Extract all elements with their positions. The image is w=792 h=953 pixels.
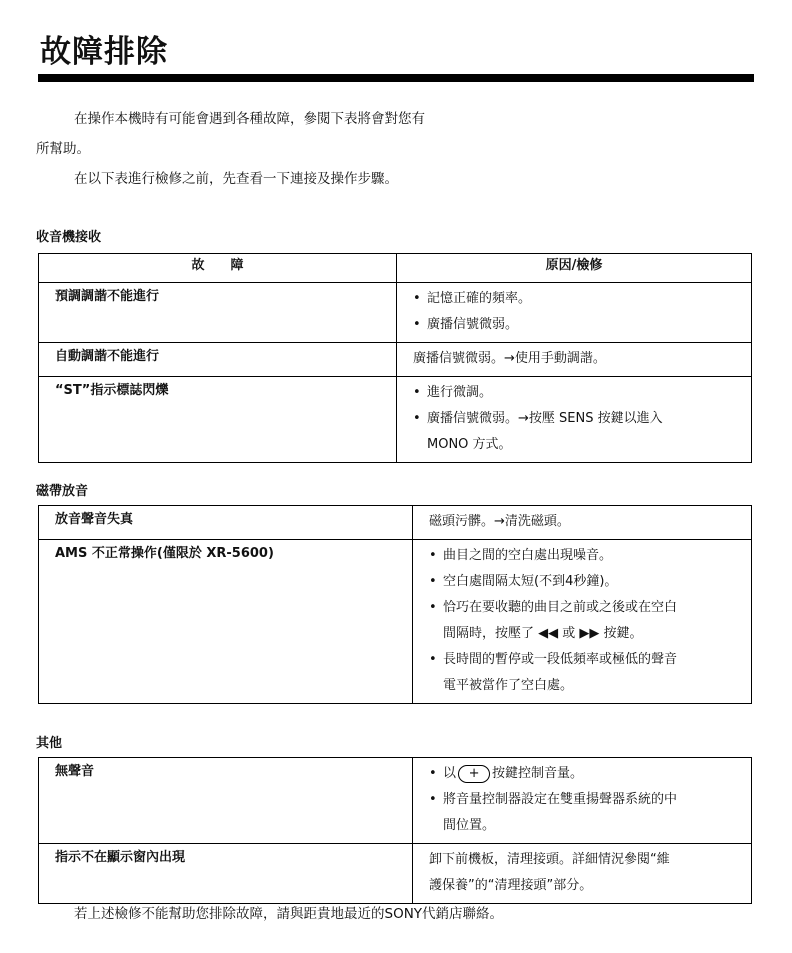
cause-cell xyxy=(413,506,752,540)
table-tape xyxy=(38,505,752,704)
cause-cell xyxy=(413,758,752,844)
header-problem: 故 障 xyxy=(39,254,397,283)
cause-item: • 記憶正確的頻率。 xyxy=(413,291,532,306)
intro-text xyxy=(36,104,736,194)
page-title: 故障排除 xyxy=(40,34,168,70)
cause-text: 廣播信號微弱。→使用手動調諧。 xyxy=(413,351,606,366)
section-title-other: 其他 xyxy=(36,736,63,751)
cause-cell xyxy=(397,283,752,343)
table-other xyxy=(38,757,752,904)
cause-item: • 長時間的暫停或一段低頻率或極低的聲音 xyxy=(429,652,678,667)
cause-continuation: 間隔時，按壓了 ◀◀ 或 ▶▶ 按鍵。 xyxy=(443,626,643,641)
table-row xyxy=(39,283,752,343)
footer-note: 若上述檢修不能幫助您排除故障，請與距貴地最近的SONY代銷店聯絡。 xyxy=(74,906,504,922)
problem-cell: 自動調諧不能進行 xyxy=(39,343,397,377)
cause-cell xyxy=(397,343,752,377)
cause-item: • 進行微調。 xyxy=(413,385,493,400)
cause-text: 卸下前機板，清理接頭。詳細情況參閱“維 xyxy=(429,852,670,867)
cause-item: • 曲目之間的空白處出現噪音。 xyxy=(429,548,613,563)
cause-continuation: 間位置。 xyxy=(443,818,496,833)
title-rule xyxy=(38,74,754,82)
cause-cell xyxy=(397,377,752,463)
table-row xyxy=(39,343,752,377)
table-row xyxy=(39,758,752,844)
cause-item: • 廣播信號微弱。 xyxy=(413,317,519,332)
table-row xyxy=(39,506,752,540)
section-title-radio: 收音機接收 xyxy=(36,230,102,245)
cause-text: 護保養”的“清理接頭”部分。 xyxy=(429,878,593,893)
volume-plus-button-icon: + xyxy=(458,765,490,783)
intro-line-1: 在操作本機時有可能會遇到各種故障，參閱下表將會對您有 xyxy=(74,111,425,127)
intro-line-2: 所幫助。 xyxy=(36,141,90,157)
table-row xyxy=(39,844,752,904)
problem-cell: 預調調諧不能進行 xyxy=(39,283,397,343)
cause-item: • 將音量控制器設定在雙重揚聲器系統的中 xyxy=(429,792,678,807)
table-radio xyxy=(38,253,752,463)
problem-cell: AMS 不正常操作(僅限於 XR-5600) xyxy=(39,540,413,704)
header-cause: 原因/檢修 xyxy=(397,254,752,283)
cause-item: • 以 + 按鍵控制音量。 xyxy=(429,765,584,781)
problem-cell: 無聲音 xyxy=(39,758,413,844)
cause-text: 磁頭污髒。→清洗磁頭。 xyxy=(429,514,570,529)
cause-continuation: MONO 方式。 xyxy=(427,437,512,452)
table-row xyxy=(39,540,752,704)
cause-cell xyxy=(413,844,752,904)
table-row xyxy=(39,377,752,463)
problem-cell: “ST”指示標誌閃爍 xyxy=(39,377,397,463)
cause-cell xyxy=(413,540,752,704)
problem-cell: 指示不在顯示窗內出現 xyxy=(39,844,413,904)
cause-item: • 廣播信號微弱。→按壓 SENS 按鍵以進入 xyxy=(413,411,663,426)
cause-item: • 空白處間隔太短(不到4秒鐘)。 xyxy=(429,574,618,589)
problem-cell: 放音聲音失真 xyxy=(39,506,413,540)
cause-continuation: 電平被當作了空白處。 xyxy=(443,678,574,693)
section-title-tape: 磁帶放音 xyxy=(36,484,89,499)
cause-item: • 恰巧在要收聽的曲目之前或之後或在空白 xyxy=(429,600,678,615)
intro-line-3: 在以下表進行檢修之前，先查看一下連接及操作步驟。 xyxy=(74,171,398,187)
